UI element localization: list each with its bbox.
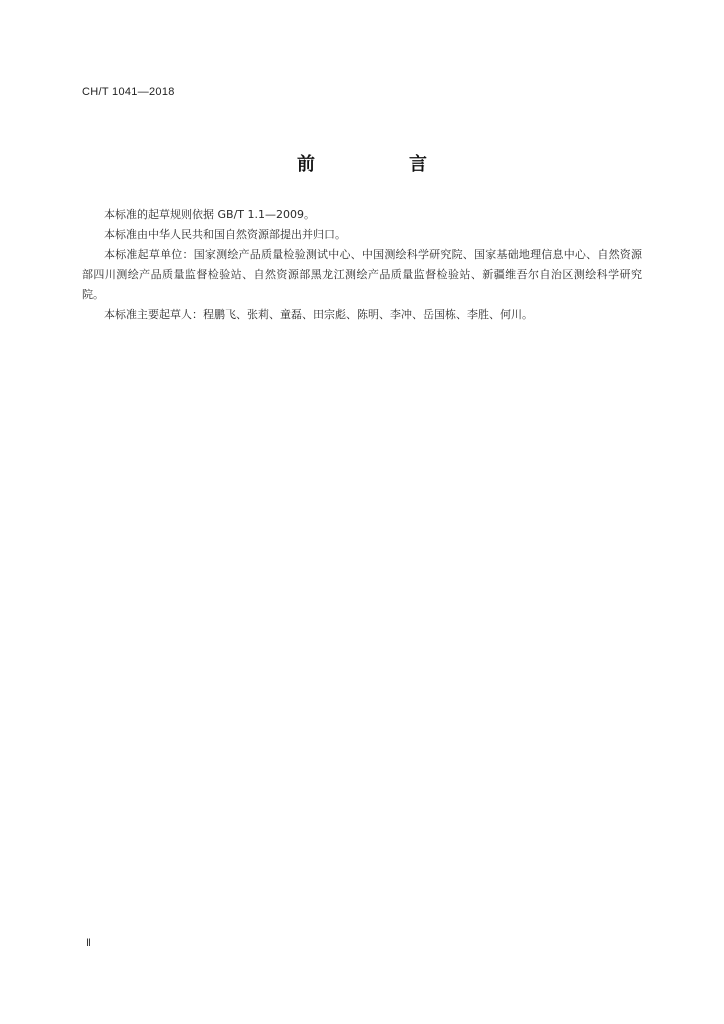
paragraph-drafting-units: 本标准起草单位：国家测绘产品质量检验测试中心、中国测绘科学研究院、国家基础地理信息中心、自然资源部四川测绘产品质量监督检验站、自然资源部黑龙江测绘产品质量监督检验站、新疆维吾尔自治区测绘科学研究院。 <box>82 248 642 301</box>
foreword-title: 前 言 <box>297 154 465 175</box>
paragraph-proposer: 本标准由中华人民共和国自然资源部提出并归口。 <box>104 228 346 241</box>
page-number: Ⅱ <box>86 938 91 949</box>
foreword-body <box>82 205 642 325</box>
standard-code: CH/T 1041—2018 <box>82 86 175 98</box>
paragraph-drafting-rules: 本标准的起草规则依据 GB/T 1.1—2009。 <box>104 208 315 221</box>
paragraph-drafters: 本标准主要起草人：程鹏飞、张莉、童磊、田宗彪、陈明、李冲、岳国栋、李胜、何川。 <box>104 308 533 321</box>
